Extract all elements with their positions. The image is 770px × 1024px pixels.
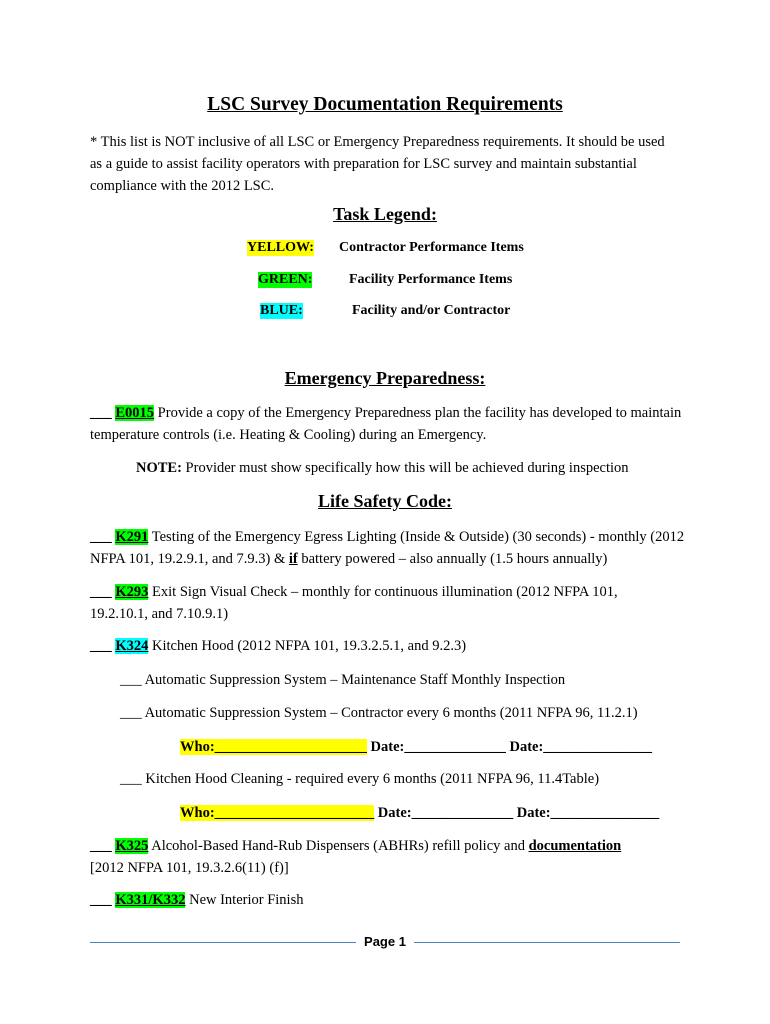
checkbox-blank: ___ <box>90 892 112 908</box>
checkbox-blank: ___ <box>90 838 112 854</box>
k325-documentation: documentation <box>528 838 622 854</box>
note-text: Provider must show specifically how this will be achieved during inspection <box>185 460 629 476</box>
k325-reference: [2012 NFPA 101, 19.3.2.6(11) (f)] <box>90 860 289 876</box>
checkbox-blank: ___ <box>90 584 112 600</box>
k325-text: Alcohol-Based Hand-Rub Dispensers (ABHRs) refill policy and <box>151 838 525 854</box>
legend-key-blue: BLUE: <box>260 303 303 318</box>
legend-desc-green: Facility Performance Items <box>349 272 513 287</box>
k331-code: K331/K332 <box>115 892 186 908</box>
legend-key-green: GREEN: <box>258 272 313 287</box>
k291-item <box>90 526 690 570</box>
lsc-section-title: Life Safety Code: <box>318 491 452 511</box>
emergency-note <box>136 457 629 479</box>
k291-text-b: battery powered – also annually (1.5 hours annually) <box>301 551 608 567</box>
document-title: LSC Survey Documentation Requirements <box>207 94 563 115</box>
legend-key-yellow: YELLOW: <box>247 240 314 255</box>
k293-item <box>90 581 670 625</box>
legend-desc-blue: Facility and/or Contractor <box>352 303 511 318</box>
footer-rule-right <box>414 942 680 943</box>
date-field: Date:_______________ <box>509 739 653 755</box>
e0015-text: Provide a copy of the Emergency Preparedness plan the facility has developed to maintain temperature controls (i.e. Heating & Cooling) during an Emergency. <box>90 405 682 443</box>
k291-if: if <box>288 551 298 567</box>
k291-text: Testing of the Emergency Egress Lighting (Inside & Outside) (30 seconds) - monthly (2012 NFPA 101, 19.2.9.1, and 7.9.3) & <box>90 529 685 567</box>
k293-text: Exit Sign Visual Check – monthly for continuous illumination (2012 NFPA 101, 19.2.10.1, and 7.10.9.1) <box>90 584 618 622</box>
checkbox-blank: ___ <box>90 638 112 654</box>
date-field: Date:______________ <box>370 739 506 755</box>
who-field: Who:_____________________ <box>180 739 367 755</box>
signoff-row-1 <box>180 736 652 758</box>
checkbox-blank: ___ <box>90 529 112 545</box>
checkbox-blank: ___ <box>90 405 112 421</box>
signoff-row-2 <box>180 802 659 824</box>
page-number: Page 1 <box>364 934 406 949</box>
e0015-code: E0015 <box>115 405 155 421</box>
k331-item <box>90 889 303 911</box>
k291-code: K291 <box>115 529 149 545</box>
k324-code: K324 <box>115 638 149 654</box>
legend-title: Task Legend: <box>333 204 437 224</box>
date-field: Date:_______________ <box>516 805 660 821</box>
k293-code: K293 <box>115 584 149 600</box>
note-label: NOTE: <box>136 460 182 476</box>
who-field: Who:______________________ <box>180 805 375 821</box>
legend-desc-yellow: Contractor Performance Items <box>339 240 524 255</box>
e0015-item <box>90 402 685 446</box>
emergency-section-title: Emergency Preparedness: <box>284 368 486 388</box>
k325-code: K325 <box>115 838 149 854</box>
k324-text: Kitchen Hood (2012 NFPA 101, 19.3.2.5.1, and 9.2.3) <box>152 638 467 654</box>
sub-item-hood-cleaning: ___ Kitchen Hood Cleaning - required every 6 months (2011 NFPA 96, 11.4Table) <box>120 771 600 787</box>
k324-item <box>90 635 466 657</box>
sub-item-contractor: ___ Automatic Suppression System – Contractor every 6 months (2011 NFPA 96, 11.2.1) <box>120 705 638 721</box>
k325-item <box>90 835 621 879</box>
intro-note: * This list is NOT inclusive of all LSC or Emergency Preparedness requirements. It should be used as a guide to assist facility operators with preparation for LSC survey and maintain substantial compliance with the 2012 LSC. <box>90 134 665 194</box>
sub-item-monthly-inspection: ___ Automatic Suppression System – Maintenance Staff Monthly Inspection <box>120 672 566 688</box>
date-field: Date:______________ <box>377 805 514 821</box>
k331-text: New Interior Finish <box>189 892 304 908</box>
